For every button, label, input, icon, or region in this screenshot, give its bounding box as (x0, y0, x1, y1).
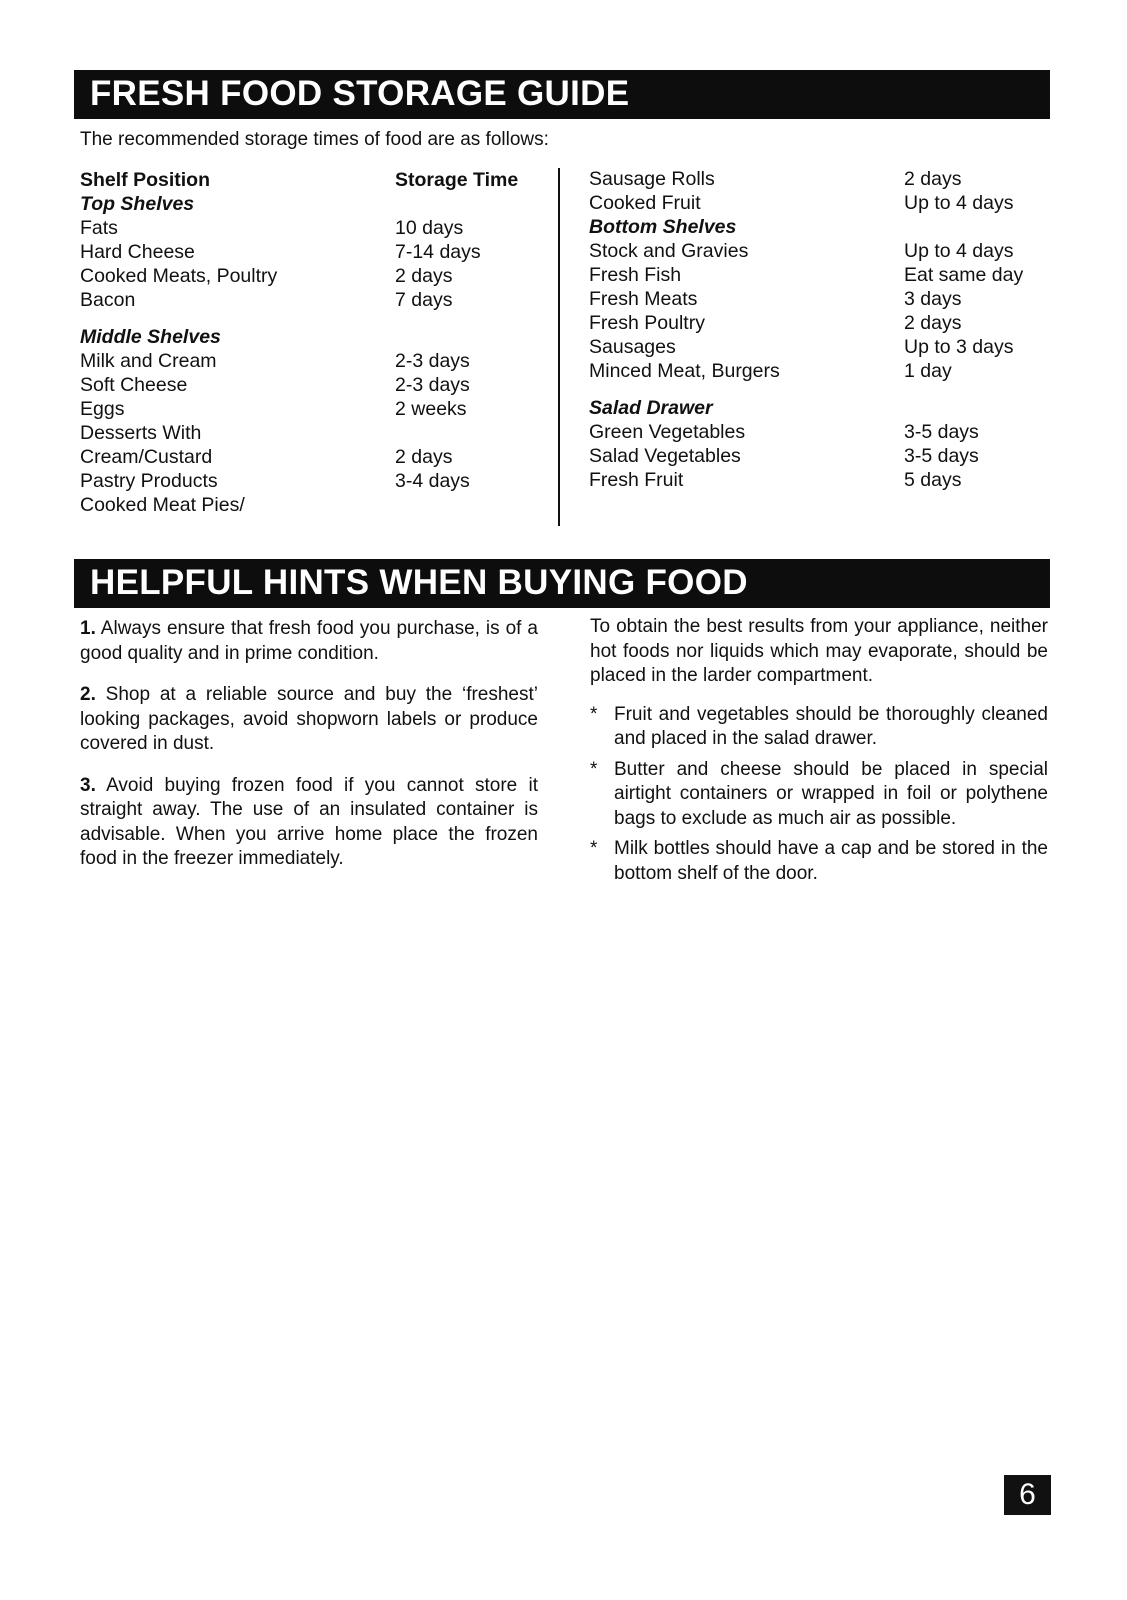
table-row-item: Bacon (80, 289, 136, 311)
bullet-text: Milk bottles should have a cap and be stored in the bottom shelf of the door. (614, 838, 1048, 884)
table-row-time: Up to 4 days (904, 240, 1014, 262)
table-row-time: 2-3 days (395, 374, 470, 396)
hint-text: Avoid buying frozen food if you cannot store it straight away. The use of an insulated container is advisable. When you arrive home place the frozen food in the freezer immediately. (80, 774, 538, 869)
column-divider (558, 168, 560, 526)
bullet-item (590, 837, 1048, 886)
table-row-time: Up to 3 days (904, 336, 1014, 358)
bullet-mark: * (590, 703, 598, 725)
hint-item (80, 774, 538, 872)
storage-guide-intro: The recommended storage times of food are as follows: (80, 129, 549, 150)
table-row-time (395, 421, 535, 445)
bullet-mark: * (590, 758, 598, 780)
table-row-time: 3 days (904, 288, 962, 310)
table-row-item: Eggs (80, 398, 125, 420)
hints-advice (590, 615, 1048, 892)
bullet-item (590, 758, 1048, 832)
bullet-text: Butter and cheese should be placed in special airtight containers or wrapped in foil or polythene bags to exclude as much air as possible. (614, 758, 1048, 829)
table-row-time: 7 days (395, 289, 453, 311)
table-row-time: 1 day (904, 360, 952, 382)
table-row-item: Fresh Poultry (589, 312, 705, 334)
table-row-item: Milk and Cream (80, 350, 217, 372)
storage-time-column-right (904, 167, 1054, 492)
hint-text: Shop at a reliable source and buy the ‘freshest’ looking packages, avoid shopworn labels or produce covered in dust. (80, 684, 538, 754)
middle-shelves-label: Middle Shelves (80, 326, 221, 348)
table-row-item: Cooked Meat Pies/ (80, 494, 245, 516)
numbered-hints (80, 617, 538, 889)
table-row-time: 2 days (395, 446, 453, 468)
table-row-time: 7-14 days (395, 241, 481, 263)
table-row-item: Salad Vegetables (589, 445, 741, 467)
table-row-time: 2 days (395, 265, 453, 287)
table-row-item: Minced Meat, Burgers (589, 360, 780, 382)
bullet-mark: * (590, 838, 598, 859)
hint-number: 2. (80, 684, 96, 705)
table-row-item: Cooked Meats, Poultry (80, 265, 278, 287)
bullet-item (590, 703, 1048, 752)
table-row-time: Eat same day (904, 264, 1024, 286)
storage-guide-banner (74, 70, 1050, 119)
table-row-time: 5 days (904, 469, 962, 491)
table-row-item: Cream/Custard (80, 446, 213, 468)
hints-title: HELPFUL HINTS WHEN BUYING FOOD (90, 563, 748, 602)
table-row-item: Soft Cheese (80, 374, 188, 396)
salad-drawer-label: Salad Drawer (589, 397, 713, 419)
table-row-item: Sausage Rolls (589, 168, 715, 190)
table-row-item: Stock and Gravies (589, 240, 749, 262)
advice-intro: To obtain the best results from your appliance, neither hot foods nor liquids which may evaporate, should be placed in the larder compartment. (590, 616, 1048, 686)
table-row-item: Hard Cheese (80, 241, 195, 263)
table-row-item: Pastry Products (80, 470, 218, 492)
storage-time-header: Storage Time (395, 169, 519, 191)
table-row-item: Green Vegetables (589, 421, 746, 443)
hints-banner (74, 559, 1050, 608)
table-row-time: 3-4 days (395, 470, 470, 492)
table-row-time: 2-3 days (395, 350, 470, 372)
table-row-time: 2 days (904, 312, 962, 334)
table-row-item: Fresh Fish (589, 264, 682, 286)
storage-time-column-left (395, 168, 535, 517)
table-row-item: Fresh Meats (589, 288, 698, 310)
table-row-item: Fats (80, 217, 118, 239)
hint-item (80, 683, 538, 757)
table-row-item: Sausages (589, 336, 676, 358)
shelf-position-column-right (589, 167, 889, 492)
bullet-text: Fruit and vegetables should be thoroughly cleaned and placed in the salad drawer. (614, 703, 1048, 749)
shelf-position-header: Shelf Position (80, 169, 211, 191)
storage-guide-title: FRESH FOOD STORAGE GUIDE (90, 74, 630, 113)
table-row-time: 10 days (395, 217, 464, 239)
hint-number: 3. (80, 774, 96, 796)
hint-item (80, 617, 538, 666)
table-row-item: Fresh Fruit (589, 469, 684, 491)
bottom-shelves-label: Bottom Shelves (589, 216, 737, 238)
shelf-position-column-left (80, 168, 380, 517)
table-row-time: Up to 4 days (904, 192, 1014, 214)
table-row-time: 2 days (904, 168, 962, 190)
table-row-item: Desserts With (80, 422, 202, 444)
table-row-time: 3-5 days (904, 421, 979, 443)
table-row-time: 2 weeks (395, 398, 467, 420)
top-shelves-label: Top Shelves (80, 193, 195, 215)
table-row-item: Cooked Fruit (589, 192, 701, 214)
table-row-time (395, 493, 535, 517)
hint-text: Always ensure that fresh food you purchase, is of a good quality and in prime condition. (80, 618, 539, 664)
hint-number: 1. (80, 618, 96, 639)
table-row-time: 3-5 days (904, 445, 979, 467)
page-number: 6 (1004, 1475, 1051, 1515)
